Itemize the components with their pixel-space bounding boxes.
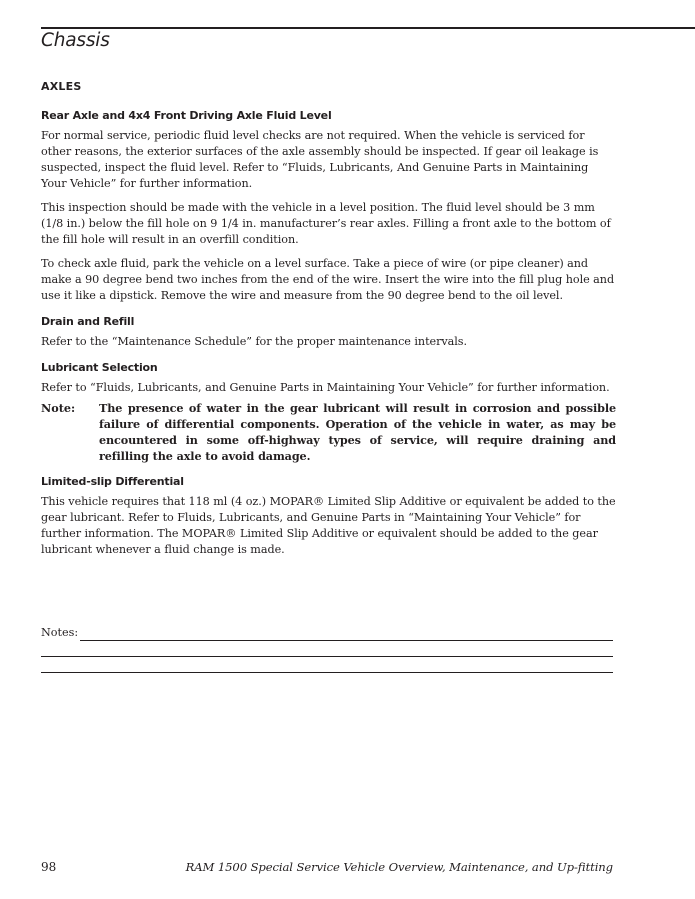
lubricant-selection-paragraph: Refer to “Fluids, Lubricants, and Genuine Parts in Maintaining Your Vehicle” for further information. [41,381,610,394]
page-number: 98 [41,860,57,874]
limited-slip-paragraph: This vehicle requires that 118 ml (4 oz.) MOPAR® Limited Slip Additive or equivalent be added to the gear lubricant. Refer to Fluids, Lubricants, and Genuine Parts in “Maintaining Your Vehicle” for further information. The MOPAR® Limited Slip Additive or equivalent should be added to the gear lubricant whenever a fluid change is made. [41,495,616,556]
axles-heading: AXLES [41,80,82,93]
notes-line [41,644,613,657]
drain-refill-paragraph: Refer to the “Maintenance Schedule” for the proper maintenance intervals. [41,335,467,348]
notes-line [80,628,613,641]
rear-axle-paragraph-3: To check axle fluid, park the vehicle on a level surface. Take a piece of wire (or pipe cleaner) and make a 90 degree bend two inches from the end of the wire. Insert the wire into the fill plug hole and use it like a dipstick. Remove the wire and measure from the 90 degree bend to the oil level. [41,257,615,302]
lubricant-selection-heading: Lubricant Selection [41,361,158,374]
note-text: The presence of water in the gear lubricant will result in corrosion and possible failure of differential components. Operation of the vehicle in water, as may be encountered in some off-highway types of service, will require draining and refilling the axle to avoid damage. [99,401,616,463]
rear-axle-paragraph-2: This inspection should be made with the vehicle in a level position. The fluid level should be 3 mm (1/8 in.) below the fill hole on 9 1/4 in. manufacturer’s rear axles. Filling a front axle to the bottom of the fill hole will result in an overfill condition. [41,201,611,246]
notes-label: Notes: [41,626,79,639]
header-rule [41,27,695,29]
notes-area [41,625,613,673]
section-title: Chassis [41,30,110,51]
document-title: RAM 1500 Special Service Vehicle Overview, Maintenance, and Up-fitting [185,860,613,874]
drain-refill-heading: Drain and Refill [41,315,135,328]
notes-row [41,641,613,657]
notes-line [41,660,613,673]
rear-axle-heading: Rear Axle and 4x4 Front Driving Axle Fluid Level [41,109,332,122]
note-label: Note: [41,401,76,415]
notes-row [41,625,613,641]
note-block [41,400,616,464]
page-content [41,79,616,558]
limited-slip-heading: Limited-slip Differential [41,475,184,488]
rear-axle-paragraph-1: For normal service, periodic fluid level checks are not required. When the vehicle is serviced for other reasons, the exterior surfaces of the axle assembly should be inspected. If gear oil leakage is suspected, inspect the fluid level. Refer to “Fluids, Lubricants, And Genuine Parts in Maintaining Your Vehicle” for further information. [41,129,599,190]
notes-row [41,657,613,673]
